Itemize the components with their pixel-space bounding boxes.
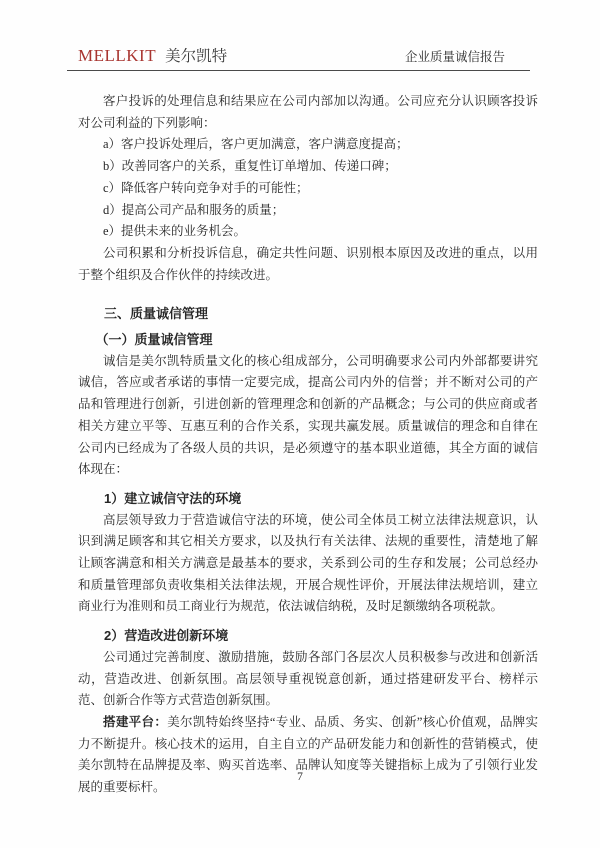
page-header bbox=[67, 44, 530, 71]
list-item-a: a）客户投诉处理后，客户更加满意，客户满意度提高； bbox=[103, 137, 409, 152]
list-item-c: c）降低客户转向竞争对手的可能性； bbox=[103, 180, 309, 195]
list-item-d: d）提高公司产品和服务的质量； bbox=[103, 202, 285, 217]
paragraph-integrity-culture: 诚信是美尔凯特质量文化的核心组成部分，公司明确要求公司内外部都要讲究诚信，答应或者承诺的事情一定要完成，提高公司内外的信誉；并不断对公司的产品和管理进行创新，引进创新的管理理念和创新的产品概念；与公司的供应商或者相关方建立平等、互惠互利的合作关系，实现共赢发展。质量诚信的理念和自律在公司内已经成为了各级人员的共识，是必须遵守的基本职业道德，其全方面的诚信体现在： bbox=[78, 353, 538, 477]
point2-heading: 2）营造改进创新环境 bbox=[104, 628, 229, 644]
brand-name-english: MELLKIT bbox=[78, 46, 157, 65]
report-title: 企业质量诚信报告 bbox=[404, 50, 505, 64]
paragraph-law-environment: 高层领导致力于营造诚信守法的环境，使公司全体员工树立法律法规意识，认识到满足顾客和其它相关方要求，以及执行有关法律、法规的重要性，清楚地了解让顾客满意和相关方满意是最基本的要求，关系到公司的生存和发展；公司总经办和质量管理部负责收集相关法律法规，开展合规性评价，开展法律法规培训，建立商业行为准则和员工商业行为规范，依法诚信纳税，及时足额缴纳各项税款。 bbox=[78, 512, 538, 614]
paragraph-innovation: 公司通过完善制度、激励措施，鼓励各部门各层次人员积极参与改进和创新活动，营造改进、创新氛围。高层领导重视锐意创新，通过搭建研发平台、榜样示范、创新合作等方式营造创新氛围。 bbox=[78, 649, 538, 708]
section-heading: 三、质量诚信管理 bbox=[104, 306, 209, 322]
paragraph-complaint-analysis: 公司积累和分析投诉信息，确定共性问题、识别根本原因及改进的重点，以用于整个组织及合作伙伴的持续改进。 bbox=[78, 245, 538, 282]
platform-text: 美尔凯特始终坚持“专业、品质、务实、创新”核心价值观，品牌实力不断提升。核心技术的运用，自主自立的产品研发能力和创新性的营销模式，使美尔凯特在品牌提及率、购买首选率、品牌认知度等关键指标上成为了引领行业发展的重要标杆。 bbox=[78, 714, 538, 795]
subsection-heading: （一）质量诚信管理 bbox=[95, 332, 213, 348]
page-number: 7 bbox=[297, 771, 303, 783]
platform-label: 搭建平台： bbox=[103, 714, 168, 729]
paragraph-complaint-intro: 客户投诉的处理信息和结果应在公司内部加以沟通。公司应充分认识顾客投诉对公司利益的下列影响： bbox=[78, 94, 538, 130]
list-item-e: e）提供未来的业务机会。 bbox=[103, 224, 247, 239]
point1-heading: 1）建立诚信守法的环境 bbox=[104, 490, 242, 506]
brand-name-chinese: 美尔凯特 bbox=[165, 48, 228, 65]
paragraph-platform bbox=[78, 712, 538, 799]
document-body bbox=[78, 91, 538, 799]
list-item-b: b）改善同客户的关系，重复性订单增加、传递口碑； bbox=[103, 159, 397, 174]
brand-logo bbox=[67, 44, 227, 66]
